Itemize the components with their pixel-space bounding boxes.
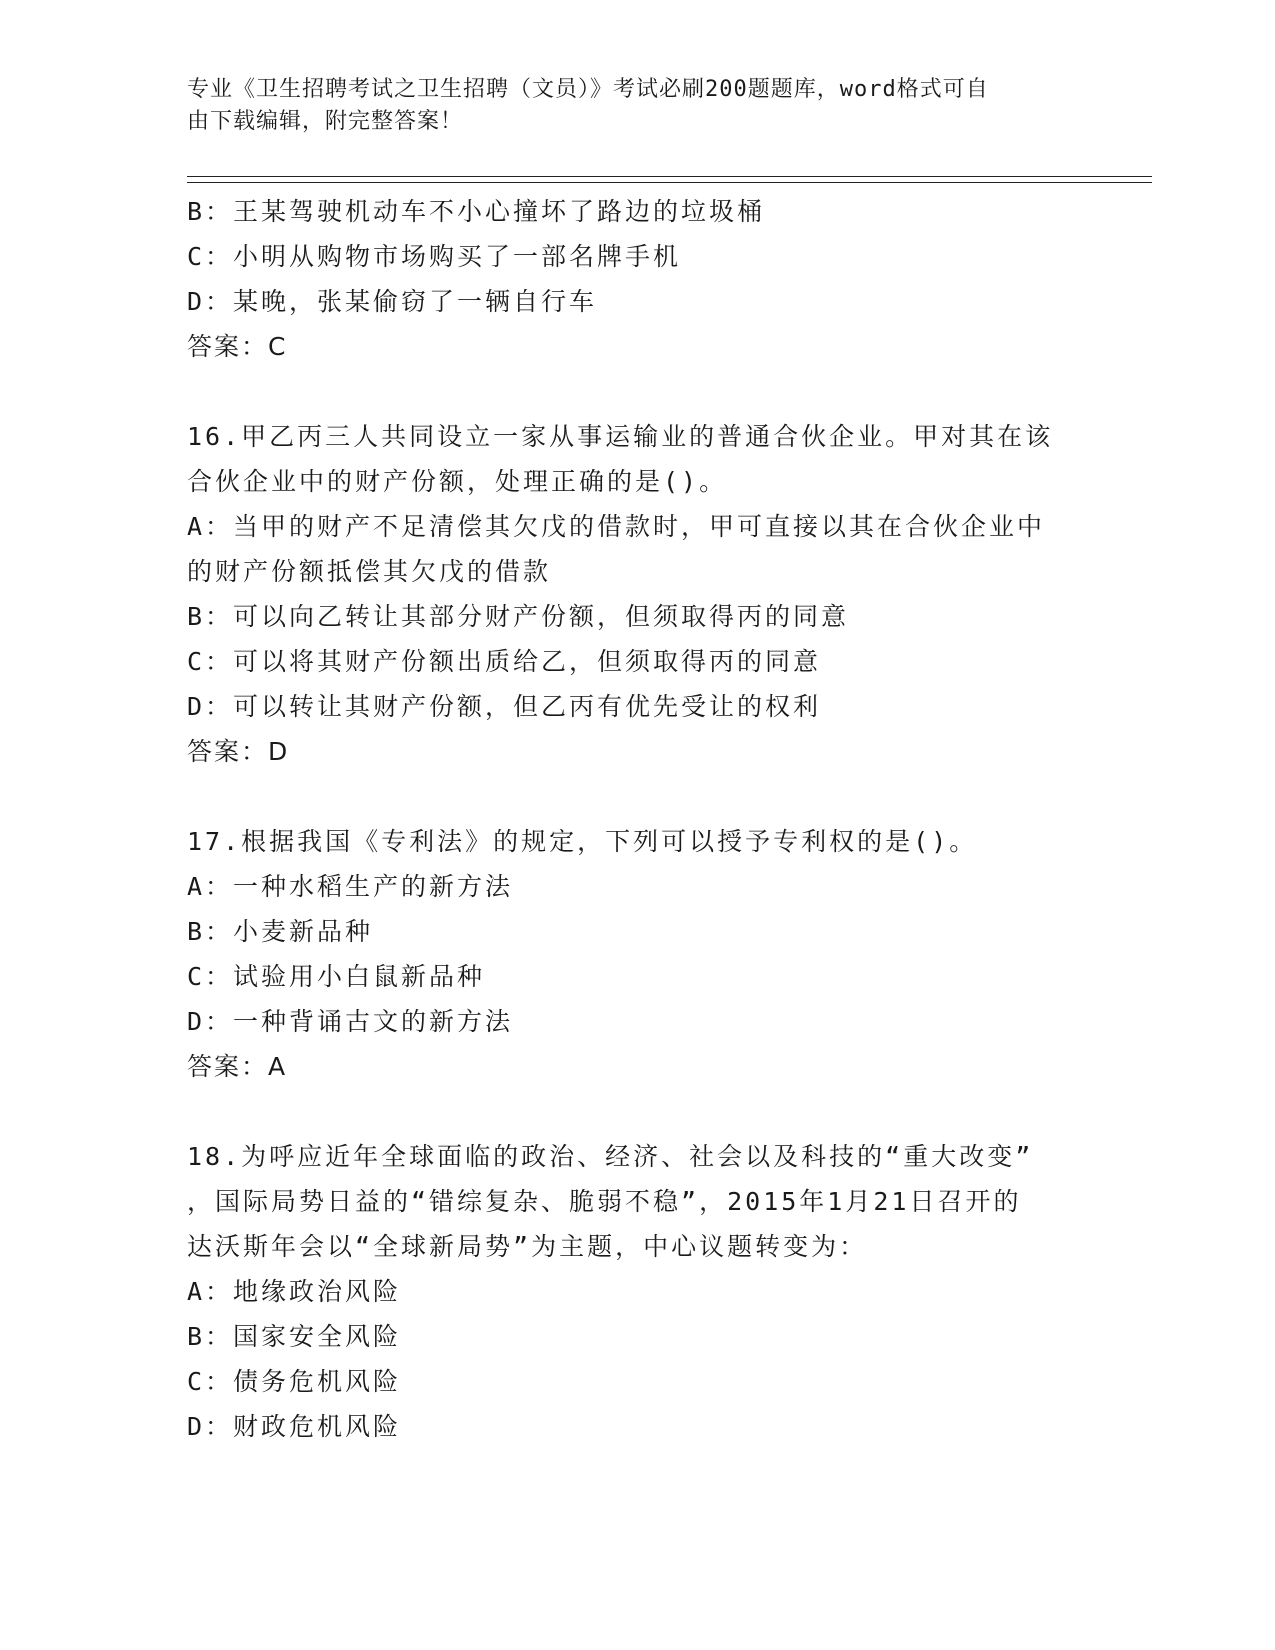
- option-a: A：地缘政治风险: [187, 1277, 402, 1306]
- spacer: [187, 774, 1087, 819]
- answer-line: 答案：C: [187, 332, 288, 361]
- option-d: D：某晚，张某偷窃了一辆自行车: [187, 287, 598, 316]
- question-stem: 18.为呼应近年全球面临的政治、经济、社会以及科技的“重大改变”: [187, 1142, 1034, 1171]
- answer-line: 答案：A: [187, 1052, 288, 1081]
- option-d: D：可以转让其财产份额，但乙丙有优先受让的权利: [187, 692, 822, 721]
- question-16: [187, 414, 1087, 774]
- spacer: [187, 1089, 1087, 1134]
- question-stem: 合伙企业中的财产份额，处理正确的是()。: [187, 467, 728, 496]
- question-18: [187, 1134, 1087, 1449]
- spacer: [187, 369, 1087, 414]
- option-c: C：试验用小白鼠新品种: [187, 962, 486, 991]
- option-b: B：王某驾驶机动车不小心撞坏了路边的垃圾桶: [187, 197, 766, 226]
- question-stem: 16.甲乙丙三人共同设立一家从事运输业的普通合伙企业。甲对其在该: [187, 422, 1054, 451]
- header-divider-top: [187, 176, 1152, 177]
- question-stem: 17.根据我国《专利法》的规定，下列可以授予专利权的是()。: [187, 827, 978, 856]
- question-stem: ，国际局势日益的“错综复杂、脆弱不稳”，2015年1月21日召开的: [187, 1187, 1022, 1216]
- header-title-line-2: 由下载编辑，附完整答案！: [187, 109, 464, 134]
- question-list: [187, 189, 1087, 1449]
- option-d: D：一种背诵古文的新方法: [187, 1007, 514, 1036]
- option-d: D：财政危机风险: [187, 1412, 402, 1441]
- answer-line: 答案：D: [187, 737, 290, 766]
- document-header: [187, 74, 1067, 138]
- header-divider-bottom: [187, 182, 1152, 183]
- option-c: C：债务危机风险: [187, 1367, 402, 1396]
- option-a: A：当甲的财产不足清偿其欠戊的借款时，甲可直接以其在合伙企业中: [187, 512, 1046, 541]
- option-c: C：可以将其财产份额出质给乙，但须取得丙的同意: [187, 647, 822, 676]
- option-c: C：小明从购物市场购买了一部名牌手机: [187, 242, 682, 271]
- question-15-tail: [187, 189, 1087, 369]
- question-17: [187, 819, 1087, 1089]
- header-title-line-1: 专业《卫生招聘考试之卫生招聘（文员）》考试必刷200题题库，word格式可自: [187, 77, 989, 102]
- option-b: B：可以向乙转让其部分财产份额，但须取得丙的同意: [187, 602, 850, 631]
- option-b: B：国家安全风险: [187, 1322, 402, 1351]
- option-b: B：小麦新品种: [187, 917, 374, 946]
- question-stem: 达沃斯年会以“全球新局势”为主题，中心议题转变为：: [187, 1232, 868, 1261]
- option-a: A：一种水稻生产的新方法: [187, 872, 514, 901]
- option-a-continued: 的财产份额抵偿其欠戊的借款: [187, 557, 552, 586]
